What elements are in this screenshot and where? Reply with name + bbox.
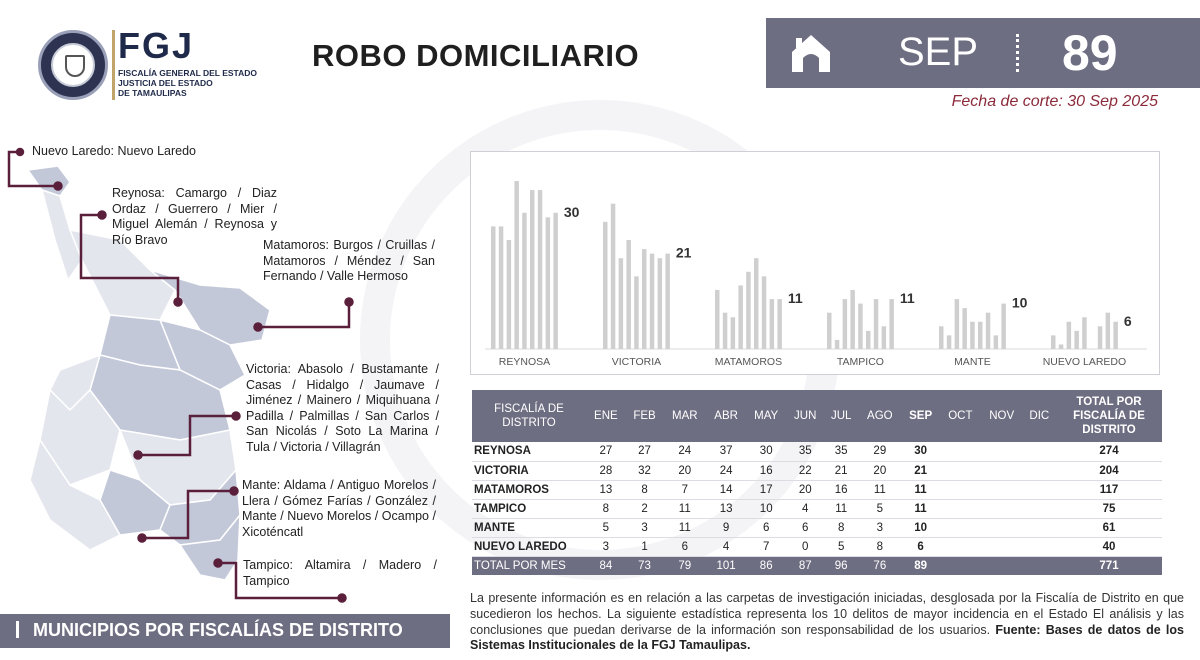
chart-bar bbox=[970, 322, 975, 349]
chart-bar bbox=[723, 313, 728, 349]
header-month: ABR bbox=[714, 410, 738, 422]
page-title: ROBO DOMICILIARIO bbox=[312, 38, 640, 73]
table-header bbox=[472, 390, 1162, 442]
row-month-value: 6 bbox=[917, 540, 924, 553]
chart-bar bbox=[889, 299, 894, 349]
table-row bbox=[472, 461, 1162, 480]
chart-bar bbox=[955, 299, 960, 349]
row-month-value bbox=[940, 518, 981, 537]
chart-bar bbox=[1001, 304, 1006, 349]
logo-sub-line: DE TAMAULIPAS bbox=[118, 88, 187, 98]
row-month-value: 9 bbox=[722, 521, 730, 534]
chart-bar bbox=[754, 258, 759, 349]
row-month-value: 24 bbox=[678, 445, 692, 458]
table-row bbox=[472, 518, 1162, 537]
logo-divider bbox=[112, 30, 115, 100]
chart-bar bbox=[634, 276, 639, 349]
chart-data-label: 11 bbox=[787, 290, 803, 307]
row-month-value: 10 bbox=[759, 502, 773, 515]
chart-bar bbox=[947, 335, 952, 349]
row-district-name: TAMPICO bbox=[474, 502, 527, 515]
monthly-bar-chart bbox=[470, 151, 1160, 375]
row-month-value: 8 bbox=[602, 502, 610, 515]
row-month-value: 4 bbox=[802, 502, 809, 515]
row-month-value bbox=[981, 499, 1023, 518]
row-month-value bbox=[981, 442, 1023, 461]
row-district-name: REYNOSA bbox=[474, 445, 531, 458]
row-month-value bbox=[940, 537, 981, 556]
chart-bar bbox=[611, 204, 616, 349]
row-month-value: 28 bbox=[599, 464, 613, 477]
chart-bar bbox=[538, 190, 543, 349]
row-total: 40 bbox=[1102, 540, 1116, 553]
chart-bar bbox=[507, 240, 512, 349]
row-month-value: 7 bbox=[763, 540, 770, 553]
footnote bbox=[470, 591, 1184, 654]
logo-sub-line: FISCALÍA GENERAL DEL ESTADO bbox=[118, 68, 258, 78]
header-month: FEB bbox=[633, 410, 656, 422]
row-month-value bbox=[981, 537, 1023, 556]
row-month-value: 3 bbox=[876, 521, 884, 534]
totals-month-value bbox=[940, 556, 981, 575]
totals-month-value: 73 bbox=[638, 559, 651, 572]
row-month-value: 20 bbox=[873, 464, 887, 477]
chart-svg bbox=[471, 152, 1161, 376]
header-fiscalia: FISCALÍA DE DISTRITO bbox=[494, 403, 564, 429]
row-total: 61 bbox=[1102, 521, 1116, 534]
row-month-value: 10 bbox=[914, 521, 928, 534]
month-total: 89 bbox=[1062, 25, 1118, 81]
home-icon bbox=[788, 30, 834, 76]
chart-bar bbox=[882, 326, 887, 349]
chart-bar bbox=[619, 258, 624, 349]
district-label-reynosa: Reynosa: Camargo / Diaz Ordaz / Guerrero / Mier / Miguel Alemán / Reynosa y Río Bravo bbox=[112, 186, 277, 247]
row-month-value: 13 bbox=[719, 502, 733, 515]
chart-data-label: 10 bbox=[1011, 294, 1028, 311]
row-district-name: NUEVO LAREDO bbox=[474, 540, 567, 553]
chart-bar bbox=[731, 317, 736, 349]
row-month-value bbox=[940, 461, 981, 480]
chart-bar bbox=[603, 222, 608, 349]
row-month-value: 6 bbox=[763, 521, 770, 534]
row-month-value: 27 bbox=[599, 445, 613, 458]
chart-bar bbox=[1098, 326, 1103, 349]
chart-bar bbox=[499, 226, 504, 349]
totals-row bbox=[472, 556, 1162, 575]
row-month-value: 20 bbox=[678, 464, 692, 477]
row-month-value bbox=[981, 461, 1023, 480]
totals-month-value: 87 bbox=[798, 559, 812, 572]
row-month-value: 11 bbox=[914, 502, 927, 515]
totals-month-value: 89 bbox=[914, 559, 928, 572]
row-month-value: 20 bbox=[798, 483, 812, 496]
chart-bar bbox=[1074, 331, 1079, 349]
row-month-value: 13 bbox=[599, 483, 613, 496]
chart-bar bbox=[738, 285, 743, 349]
chart-bar bbox=[650, 254, 655, 349]
footnote-source: Fuente: Bases de datos de los Sistemas Institucionales de la FGJ Tamaulipas. bbox=[470, 622, 1184, 653]
chart-bar bbox=[1051, 335, 1056, 349]
row-month-value: 35 bbox=[798, 445, 812, 458]
logo-sub-line: JUSTICIA DEL ESTADO bbox=[118, 78, 213, 88]
row-total: 75 bbox=[1102, 502, 1116, 515]
totals-month-value: 86 bbox=[759, 559, 773, 572]
chart-bar bbox=[939, 326, 944, 349]
chart-bar bbox=[962, 308, 967, 349]
row-month-value: 1 bbox=[641, 540, 648, 553]
chart-bar bbox=[835, 340, 840, 349]
chart-category-label: REYNOSA bbox=[498, 356, 551, 368]
row-month-value: 8 bbox=[837, 521, 845, 534]
chart-bar bbox=[626, 240, 631, 349]
chart-category-label: MANTE bbox=[954, 356, 991, 368]
chart-bar bbox=[1067, 322, 1072, 349]
header-month: JUN bbox=[794, 410, 817, 422]
cutoff-date: Fecha de corte: 30 Sep 2025 bbox=[951, 93, 1158, 110]
header-month: NOV bbox=[989, 410, 1015, 422]
header-month: MAR bbox=[672, 410, 698, 422]
district-legend-band bbox=[0, 614, 450, 648]
chart-bar bbox=[978, 322, 983, 349]
header-month: JUL bbox=[830, 410, 852, 422]
row-total: 274 bbox=[1099, 445, 1119, 458]
row-month-value: 16 bbox=[759, 464, 773, 477]
chart-bar bbox=[770, 299, 775, 349]
row-month-value bbox=[940, 499, 981, 518]
district-label-matamoros: Matamoros: Burgos / Cruillas / Matamoros / Méndez / San Fernando / Valle Hermoso bbox=[263, 238, 435, 283]
district-label-victoria: Victoria: Abasolo / Bustamante / Casas / Hidalgo / Jaumave / Jiménez / Mainero / Miquihuana / Padilla / Palmillas / San Carlos / San Nicolás / Soto La Marina / Tula / Victoria / Villagrán bbox=[246, 362, 439, 454]
chart-bar bbox=[858, 304, 863, 349]
tamaulipas-map bbox=[0, 140, 460, 610]
chart-data-label: 11 bbox=[899, 290, 915, 307]
logo-title: FGJ bbox=[118, 25, 195, 66]
row-month-value: 27 bbox=[638, 445, 651, 458]
district-legend-title: MUNICIPIOS POR FISCALÍAS DE DISTRITO bbox=[33, 620, 403, 640]
chart-bar bbox=[1106, 313, 1111, 349]
chart-category-label: MATAMOROS bbox=[714, 356, 783, 368]
totals-month-value bbox=[981, 556, 1023, 575]
header-month: MAY bbox=[754, 410, 779, 422]
chart-bar bbox=[827, 313, 832, 349]
row-month-value: 7 bbox=[681, 483, 688, 496]
totals-month-value: 101 bbox=[716, 559, 736, 572]
row-district-name: MATAMOROS bbox=[474, 483, 549, 496]
row-month-value: 21 bbox=[914, 464, 928, 477]
row-month-value bbox=[1023, 442, 1056, 461]
district-label-mante: Mante: Aldama / Antiguo Morelos / Llera / Gómez Farías / González / Mante / Nuevo Morelos / Ocampo / Xicoténcatl bbox=[242, 478, 436, 539]
chart-category-label: NUEVO LAREDO bbox=[1042, 356, 1127, 368]
header-band bbox=[766, 18, 1200, 88]
row-month-value: 11 bbox=[835, 502, 848, 515]
row-month-value: 6 bbox=[802, 521, 809, 534]
header-month: AGO bbox=[867, 410, 893, 422]
totals-month-value bbox=[1023, 556, 1056, 575]
grand-total: 771 bbox=[1099, 559, 1119, 572]
table-row bbox=[472, 537, 1162, 556]
row-month-value bbox=[1023, 461, 1056, 480]
row-month-value: 30 bbox=[914, 445, 928, 458]
row-month-value: 37 bbox=[719, 445, 733, 458]
row-month-value: 14 bbox=[719, 483, 733, 496]
totals-month-value: 96 bbox=[834, 559, 848, 572]
row-month-value bbox=[940, 442, 981, 461]
chart-bar bbox=[866, 331, 871, 349]
row-total: 117 bbox=[1099, 483, 1119, 496]
table-row bbox=[472, 442, 1162, 461]
row-month-value bbox=[940, 480, 981, 499]
row-month-value: 6 bbox=[681, 540, 688, 553]
row-month-value: 2 bbox=[641, 502, 648, 515]
header-month: ENE bbox=[594, 410, 618, 422]
row-month-value: 3 bbox=[641, 521, 648, 534]
row-month-value bbox=[1023, 537, 1056, 556]
table-body bbox=[472, 442, 1162, 575]
chart-bar bbox=[874, 299, 879, 349]
row-month-value: 0 bbox=[802, 540, 809, 553]
row-month-value: 11 bbox=[914, 483, 927, 496]
row-month-value: 5 bbox=[602, 521, 610, 534]
row-month-value: 8 bbox=[876, 540, 884, 553]
totals-month-value: 76 bbox=[873, 559, 887, 572]
row-month-value bbox=[1023, 518, 1056, 537]
chart-bar bbox=[986, 313, 991, 349]
row-month-value: 29 bbox=[873, 445, 887, 458]
chart-bar bbox=[762, 276, 767, 349]
chart-data-label: 21 bbox=[675, 244, 692, 261]
row-month-value: 11 bbox=[873, 483, 886, 496]
row-month-value: 5 bbox=[876, 502, 884, 515]
chart-bar bbox=[746, 272, 751, 349]
row-month-value: 22 bbox=[798, 464, 812, 477]
row-month-value: 4 bbox=[722, 540, 730, 553]
footnote-text: La presente información es en relación a las carpetas de investigación iniciadas, desglosada por la Fiscalía de Distrito en que sucedieron los hechos. La siguiente estadística representa los 10 delitos de mayor incidencia en el Estado El análisis y las conclusiones que puedan derivarse de la información son responsabilidad de los usuarios. bbox=[470, 591, 1184, 637]
chart-category-label: TAMPICO bbox=[836, 356, 884, 368]
chart-bar bbox=[546, 217, 551, 349]
row-district-name: MANTE bbox=[474, 521, 515, 534]
header-total: TOTAL POR FISCALÍA DE DISTRITO bbox=[1073, 396, 1145, 436]
totals-label: TOTAL POR MES bbox=[474, 559, 566, 572]
chart-bar bbox=[1082, 317, 1087, 349]
row-month-value: 8 bbox=[641, 483, 648, 496]
chart-bar bbox=[1059, 344, 1064, 349]
chart-bar bbox=[843, 299, 848, 349]
chart-bar bbox=[1113, 322, 1118, 349]
row-total: 204 bbox=[1099, 464, 1119, 477]
row-month-value bbox=[981, 480, 1023, 499]
totals-month-value: 84 bbox=[599, 559, 613, 572]
chart-bar bbox=[530, 190, 535, 349]
row-month-value: 11 bbox=[678, 521, 691, 534]
chart-bar bbox=[1090, 349, 1095, 350]
chart-bar bbox=[514, 181, 519, 349]
row-month-value: 17 bbox=[759, 483, 773, 496]
header-month: DIC bbox=[1029, 410, 1050, 422]
chart-data-label: 30 bbox=[563, 203, 580, 220]
fgj-logo-text bbox=[118, 25, 258, 98]
row-month-value: 16 bbox=[834, 483, 848, 496]
header-divider bbox=[1016, 34, 1019, 72]
chart-bar bbox=[850, 290, 855, 349]
chart-data-label: 6 bbox=[1123, 312, 1132, 329]
chart-bar bbox=[491, 226, 496, 349]
row-month-value bbox=[1023, 499, 1056, 518]
row-month-value: 32 bbox=[638, 464, 651, 477]
row-month-value: 5 bbox=[837, 540, 845, 553]
chart-bar bbox=[777, 299, 782, 349]
incidence-table bbox=[472, 390, 1162, 575]
row-month-value: 35 bbox=[834, 445, 848, 458]
header-month-current: SEP bbox=[909, 410, 933, 422]
chart-bar bbox=[715, 290, 720, 349]
row-month-value: 21 bbox=[834, 464, 848, 477]
row-month-value bbox=[1023, 480, 1056, 499]
row-month-value bbox=[981, 518, 1023, 537]
chart-bar bbox=[994, 335, 999, 349]
row-month-value: 24 bbox=[719, 464, 733, 477]
header-month: OCT bbox=[948, 410, 973, 422]
district-label-tampico: Tampico: Altamira / Madero / Tampico bbox=[243, 558, 437, 588]
row-district-name: VICTORIA bbox=[474, 464, 529, 477]
chart-bar bbox=[553, 213, 558, 349]
chart-bar bbox=[522, 213, 527, 349]
chart-category-label: VICTORIA bbox=[611, 356, 662, 368]
district-label-nuevo-laredo: Nuevo Laredo: Nuevo Laredo bbox=[32, 144, 197, 158]
totals-month-value: 79 bbox=[678, 559, 692, 572]
row-month-value: 30 bbox=[759, 445, 773, 458]
table-row bbox=[472, 480, 1162, 499]
table-row bbox=[472, 499, 1162, 518]
chart-bar bbox=[658, 258, 663, 349]
row-month-value: 11 bbox=[678, 502, 691, 515]
chart-bar bbox=[665, 254, 670, 349]
row-month-value: 3 bbox=[602, 540, 610, 553]
month-label: SEP bbox=[898, 30, 979, 74]
fgj-seal-logo bbox=[38, 30, 108, 100]
chart-bar bbox=[642, 249, 647, 349]
